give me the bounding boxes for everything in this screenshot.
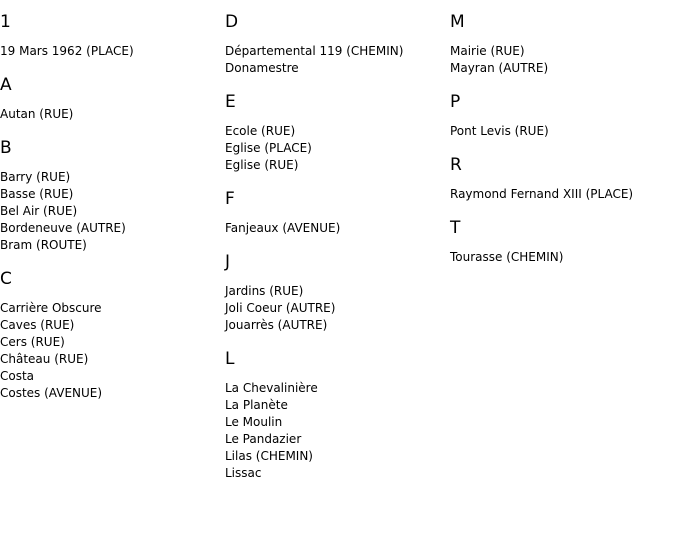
street-link[interactable]: Raymond Fernand XIII (PLACE)	[450, 187, 634, 201]
letter-heading: J	[225, 252, 231, 272]
street-link[interactable]: Bram (ROUTE)	[0, 238, 87, 252]
letter-group	[450, 91, 675, 140]
street-link[interactable]: Eglise (PLACE)	[225, 141, 312, 155]
street-list	[0, 300, 225, 402]
street-link[interactable]: Mayran (AUTRE)	[450, 61, 549, 75]
street-link[interactable]: Barry (RUE)	[0, 170, 71, 184]
street-link[interactable]: Ecole (RUE)	[225, 124, 296, 138]
letter-group	[225, 348, 450, 482]
street-link[interactable]: Basse (RUE)	[0, 187, 74, 201]
letter-group	[450, 11, 675, 77]
street-link[interactable]: Donamestre	[225, 61, 299, 75]
street-link[interactable]: Bordeneuve (AUTRE)	[0, 221, 126, 235]
letter-group	[225, 91, 450, 174]
letter-heading: 1	[0, 12, 11, 32]
letter-heading: R	[450, 155, 462, 175]
index-column-1	[0, 0, 225, 402]
letter-heading: M	[450, 12, 465, 32]
index-column-2	[225, 0, 450, 482]
index-column-3	[450, 0, 675, 266]
street-link[interactable]: Le Pandazier	[225, 432, 302, 446]
street-list	[450, 123, 675, 140]
street-list	[225, 123, 450, 174]
street-link[interactable]: 19 Mars 1962 (PLACE)	[0, 44, 134, 58]
street-list	[225, 220, 450, 237]
letter-heading: C	[0, 269, 12, 289]
street-list	[225, 43, 450, 77]
street-list	[0, 43, 225, 60]
letter-heading: A	[0, 75, 12, 95]
street-link[interactable]: Lissac	[225, 466, 262, 480]
letter-heading: F	[225, 189, 235, 209]
street-link[interactable]: Costa	[0, 369, 35, 383]
street-list	[450, 186, 675, 203]
street-list	[0, 106, 225, 123]
street-link[interactable]: Costes (AVENUE)	[0, 386, 103, 400]
letter-heading: L	[225, 349, 235, 369]
street-link[interactable]: Autan (RUE)	[0, 107, 74, 121]
street-link[interactable]: Bel Air (RUE)	[0, 204, 78, 218]
street-link[interactable]: Jardins (RUE)	[225, 284, 304, 298]
street-link[interactable]: Pont Levis (RUE)	[450, 124, 549, 138]
street-list	[225, 283, 450, 334]
street-link[interactable]: La Planète	[225, 398, 288, 412]
letter-heading: P	[450, 92, 461, 112]
street-link[interactable]: Carrière Obscure	[0, 301, 102, 315]
letter-group	[450, 217, 675, 266]
street-link[interactable]: Mairie (RUE)	[450, 44, 525, 58]
street-link[interactable]: Eglise (RUE)	[225, 158, 299, 172]
letter-heading: B	[0, 138, 12, 158]
street-list	[450, 43, 675, 77]
letter-heading: E	[225, 92, 236, 112]
letter-group	[450, 154, 675, 203]
letter-group	[225, 188, 450, 237]
letter-group	[0, 268, 225, 402]
street-list	[225, 380, 450, 482]
street-link[interactable]: Tourasse (CHEMIN)	[450, 250, 564, 264]
letter-group	[0, 74, 225, 123]
letter-group	[225, 11, 450, 77]
street-link[interactable]: Lilas (CHEMIN)	[225, 449, 313, 463]
street-link[interactable]: Jouarrès (AUTRE)	[225, 318, 328, 332]
letter-group	[0, 11, 225, 60]
street-list	[0, 169, 225, 254]
letter-heading: D	[225, 12, 239, 32]
street-link[interactable]: Joli Coeur (AUTRE)	[225, 301, 336, 315]
street-link[interactable]: Cers (RUE)	[0, 335, 65, 349]
letter-group	[0, 137, 225, 254]
street-list	[450, 249, 675, 266]
street-link[interactable]: Fanjeaux (AVENUE)	[225, 221, 341, 235]
street-link[interactable]: La Chevalinière	[225, 381, 318, 395]
street-link[interactable]: Caves (RUE)	[0, 318, 75, 332]
street-link[interactable]: Le Moulin	[225, 415, 283, 429]
street-link[interactable]: Départemental 119 (CHEMIN)	[225, 44, 404, 58]
letter-group	[225, 251, 450, 334]
letter-heading: T	[450, 218, 461, 238]
street-link[interactable]: Château (RUE)	[0, 352, 89, 366]
